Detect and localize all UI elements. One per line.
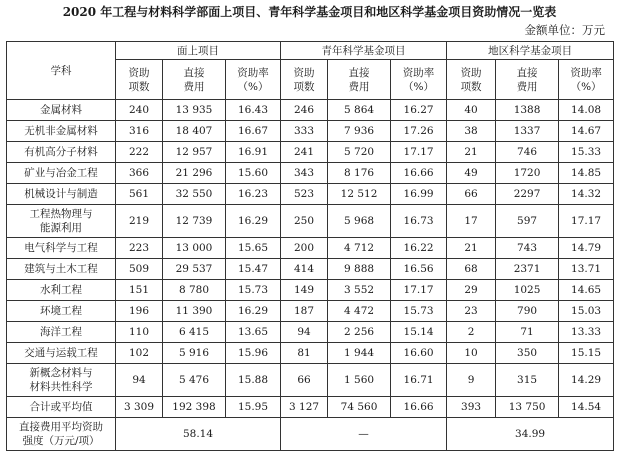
- table-row: [7, 184, 614, 205]
- row-cell: 17.17: [391, 142, 447, 163]
- row-cell: 32 550: [163, 184, 226, 205]
- row-cell: 250: [281, 205, 328, 238]
- row-subject: 交通与运载工程: [7, 343, 116, 364]
- row-subject: 水利工程: [7, 280, 116, 301]
- header-rate: 资助率 （%）: [226, 60, 281, 100]
- table-row: [7, 322, 614, 343]
- row-cell: 1025: [496, 280, 559, 301]
- row-cell: 10: [447, 343, 496, 364]
- row-cell: 2 256: [328, 322, 391, 343]
- row-cell: 14.65: [559, 280, 614, 301]
- row-cell: 94: [281, 322, 328, 343]
- row-cell: 16.71: [391, 364, 447, 397]
- row-cell: 18 407: [163, 121, 226, 142]
- row-cell: 15.73: [226, 280, 281, 301]
- table-row: [7, 364, 614, 397]
- row-cell: 13.71: [559, 259, 614, 280]
- row-cell: 11 390: [163, 301, 226, 322]
- row-cell: 316: [116, 121, 163, 142]
- table-body: [7, 100, 614, 451]
- row-cell: 94: [116, 364, 163, 397]
- row-cell: 14.85: [559, 163, 614, 184]
- row-cell: 15.47: [226, 259, 281, 280]
- row-cell: 6 415: [163, 322, 226, 343]
- row-cell: 240: [116, 100, 163, 121]
- row-subject: 矿业与冶金工程: [7, 163, 116, 184]
- row-cell: 5 720: [328, 142, 391, 163]
- header-cost: 直接 费用: [496, 60, 559, 100]
- row-cell: 17.26: [391, 121, 447, 142]
- row-cell: 5 864: [328, 100, 391, 121]
- row-cell: 68: [447, 259, 496, 280]
- row-cell: 13 935: [163, 100, 226, 121]
- row-cell: 38: [447, 121, 496, 142]
- row-cell: 16.22: [391, 238, 447, 259]
- row-cell: 15.03: [559, 301, 614, 322]
- row-cell: 16.23: [226, 184, 281, 205]
- row-subject: 电气科学与工程: [7, 238, 116, 259]
- funding-table: [6, 41, 614, 451]
- table-row: [7, 163, 614, 184]
- row-cell: 12 957: [163, 142, 226, 163]
- row-cell: 81: [281, 343, 328, 364]
- header-group-youth: 青年科学基金项目: [281, 42, 447, 60]
- row-subject: 建筑与土木工程: [7, 259, 116, 280]
- row-cell: 366: [116, 163, 163, 184]
- row-cell: 523: [281, 184, 328, 205]
- row-cell: 15.15: [559, 343, 614, 364]
- total-cell: 3 127: [281, 397, 328, 418]
- row-cell: 1388: [496, 100, 559, 121]
- row-subject: 机械设计与制造: [7, 184, 116, 205]
- row-cell: 16.91: [226, 142, 281, 163]
- row-cell: 1 944: [328, 343, 391, 364]
- row-cell: 16.27: [391, 100, 447, 121]
- row-cell: 21: [447, 238, 496, 259]
- table-row: [7, 100, 614, 121]
- total-cell: 13 750: [496, 397, 559, 418]
- total-cell: 3 309: [116, 397, 163, 418]
- row-subject: 工程热物理与 能源利用: [7, 205, 116, 238]
- row-cell: 151: [116, 280, 163, 301]
- row-cell: 561: [116, 184, 163, 205]
- row-cell: 7 936: [328, 121, 391, 142]
- row-cell: 1720: [496, 163, 559, 184]
- row-cell: 1 560: [328, 364, 391, 397]
- row-subject: 有机高分子材料: [7, 142, 116, 163]
- row-cell: 14.79: [559, 238, 614, 259]
- average-value: —: [281, 418, 447, 451]
- row-cell: 414: [281, 259, 328, 280]
- row-cell: 15.73: [391, 301, 447, 322]
- row-cell: 16.60: [391, 343, 447, 364]
- row-cell: 187: [281, 301, 328, 322]
- table-title: 2020 年工程与材料科学部面上项目、青年科学基金项目和地区科学基金项目资助情况一览表: [62, 5, 557, 19]
- header-count: 资助 项数: [447, 60, 496, 100]
- row-cell: 40: [447, 100, 496, 121]
- header-count: 资助 项数: [281, 60, 328, 100]
- table-row: [7, 205, 614, 238]
- row-cell: 4 472: [328, 301, 391, 322]
- row-cell: 102: [116, 343, 163, 364]
- row-cell: 15.65: [226, 238, 281, 259]
- row-cell: 8 176: [328, 163, 391, 184]
- row-cell: 29: [447, 280, 496, 301]
- row-cell: 509: [116, 259, 163, 280]
- total-cell: 74 560: [328, 397, 391, 418]
- row-cell: 17: [447, 205, 496, 238]
- total-cell: 14.54: [559, 397, 614, 418]
- row-cell: 14.08: [559, 100, 614, 121]
- row-cell: 3 552: [328, 280, 391, 301]
- row-cell: 5 916: [163, 343, 226, 364]
- row-cell: 8 780: [163, 280, 226, 301]
- row-cell: 15.88: [226, 364, 281, 397]
- average-value: 34.99: [447, 418, 614, 451]
- row-cell: 14.32: [559, 184, 614, 205]
- row-cell: 13.65: [226, 322, 281, 343]
- row-cell: 16.99: [391, 184, 447, 205]
- row-cell: 2: [447, 322, 496, 343]
- row-subject: 金属材料: [7, 100, 116, 121]
- header-count: 资助 项数: [116, 60, 163, 100]
- row-cell: 1337: [496, 121, 559, 142]
- row-cell: 16.43: [226, 100, 281, 121]
- row-cell: 790: [496, 301, 559, 322]
- row-subject: 新概念材料与 材料共性科学: [7, 364, 116, 397]
- row-cell: 5 476: [163, 364, 226, 397]
- row-cell: 17.17: [559, 205, 614, 238]
- row-cell: 14.67: [559, 121, 614, 142]
- row-cell: 222: [116, 142, 163, 163]
- row-cell: 343: [281, 163, 328, 184]
- total-cell: 393: [447, 397, 496, 418]
- row-cell: 200: [281, 238, 328, 259]
- row-cell: 16.66: [391, 163, 447, 184]
- row-cell: 9 888: [328, 259, 391, 280]
- header-cost: 直接 费用: [328, 60, 391, 100]
- total-row: [7, 397, 614, 418]
- row-cell: 21: [447, 142, 496, 163]
- unit-label: 金额单位：万元: [524, 23, 605, 37]
- row-cell: 66: [447, 184, 496, 205]
- row-cell: 12 739: [163, 205, 226, 238]
- row-cell: 746: [496, 142, 559, 163]
- table-row: [7, 238, 614, 259]
- row-cell: 16.56: [391, 259, 447, 280]
- header-group-general: 面上项目: [116, 42, 281, 60]
- row-cell: 2371: [496, 259, 559, 280]
- row-cell: 15.14: [391, 322, 447, 343]
- row-cell: 14.29: [559, 364, 614, 397]
- row-cell: 223: [116, 238, 163, 259]
- average-row: [7, 418, 614, 451]
- row-cell: 5 968: [328, 205, 391, 238]
- row-subject: 海洋工程: [7, 322, 116, 343]
- row-cell: 219: [116, 205, 163, 238]
- row-cell: 597: [496, 205, 559, 238]
- row-cell: 196: [116, 301, 163, 322]
- row-cell: 16.29: [226, 205, 281, 238]
- row-subject: 环境工程: [7, 301, 116, 322]
- row-subject: 无机非金属材料: [7, 121, 116, 142]
- average-label: 直接费用平均资助 强度（万元/项）: [7, 418, 116, 451]
- header-cost: 直接 费用: [163, 60, 226, 100]
- row-cell: 66: [281, 364, 328, 397]
- row-cell: 15.60: [226, 163, 281, 184]
- total-cell: 192 398: [163, 397, 226, 418]
- table-row: [7, 280, 614, 301]
- total-label: 合计或平均值: [7, 397, 116, 418]
- row-cell: 350: [496, 343, 559, 364]
- row-cell: 21 296: [163, 163, 226, 184]
- header-group-regional: 地区科学基金项目: [447, 42, 614, 60]
- row-cell: 71: [496, 322, 559, 343]
- row-cell: 149: [281, 280, 328, 301]
- row-cell: 16.73: [391, 205, 447, 238]
- table-row: [7, 343, 614, 364]
- average-value: 58.14: [116, 418, 281, 451]
- row-cell: 2297: [496, 184, 559, 205]
- row-cell: 17.17: [391, 280, 447, 301]
- row-cell: 49: [447, 163, 496, 184]
- table-row: [7, 259, 614, 280]
- row-cell: 9: [447, 364, 496, 397]
- row-cell: 15.33: [559, 142, 614, 163]
- header-rate: 资助率 （%）: [559, 60, 614, 100]
- row-cell: 333: [281, 121, 328, 142]
- total-cell: 15.95: [226, 397, 281, 418]
- row-cell: 16.67: [226, 121, 281, 142]
- row-cell: 16.29: [226, 301, 281, 322]
- row-cell: 13.33: [559, 322, 614, 343]
- row-cell: 110: [116, 322, 163, 343]
- row-cell: 315: [496, 364, 559, 397]
- table-row: [7, 301, 614, 322]
- header-rate: 资助率 （%）: [391, 60, 447, 100]
- row-cell: 29 537: [163, 259, 226, 280]
- row-cell: 4 712: [328, 238, 391, 259]
- header-subject: 学科: [7, 42, 116, 100]
- row-cell: 15.96: [226, 343, 281, 364]
- total-cell: 16.66: [391, 397, 447, 418]
- row-cell: 23: [447, 301, 496, 322]
- table-row: [7, 121, 614, 142]
- row-cell: 13 000: [163, 238, 226, 259]
- table-row: [7, 142, 614, 163]
- row-cell: 12 512: [328, 184, 391, 205]
- row-cell: 246: [281, 100, 328, 121]
- row-cell: 241: [281, 142, 328, 163]
- row-cell: 743: [496, 238, 559, 259]
